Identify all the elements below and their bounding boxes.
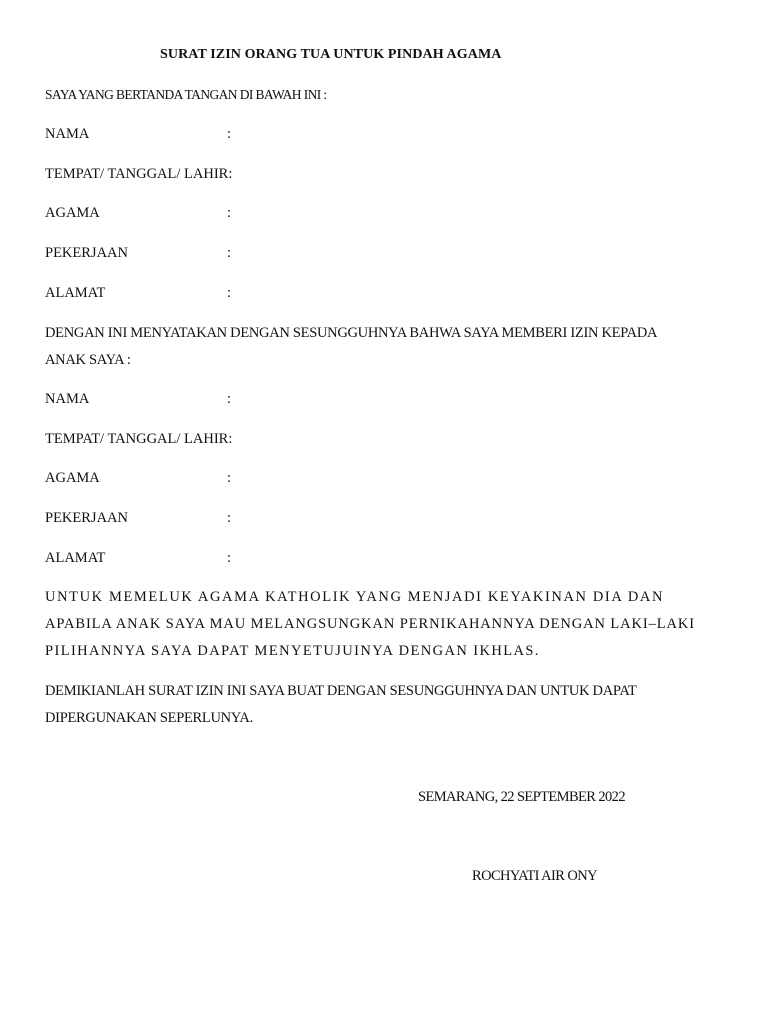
- field-colon: :: [227, 205, 232, 221]
- intro-text: SAYA YANG BERTANDA TANGAN DI BAWAH INI :: [45, 87, 327, 102]
- field-colon: :: [227, 126, 232, 142]
- field-label: AGAMA: [45, 205, 100, 221]
- field-label: TEMPAT/ TANGGAL/ LAHIR:: [45, 431, 233, 447]
- purpose-paragraph: [45, 584, 735, 665]
- field-label: TEMPAT/ TANGGAL/ LAHIR:: [45, 166, 233, 182]
- field-label: NAMA: [45, 126, 90, 142]
- purpose-line: UNTUK MEMELUK AGAMA KATHOLIK YANG MENJADI KEYAKINAN DIA DAN: [45, 589, 665, 605]
- field-colon: :: [227, 550, 232, 566]
- parent-religion-field: [45, 205, 285, 225]
- field-label: AGAMA: [45, 470, 100, 486]
- field-colon: :: [227, 470, 232, 486]
- field-label: PEKERJAAN: [45, 245, 128, 261]
- parent-birth-field: [45, 166, 285, 186]
- document-title: SURAT IZIN ORANG TUA UNTUK PINDAH AGAMA: [160, 47, 502, 62]
- closing-line: DIPERGUNAKAN SEPERLUNYA.: [45, 710, 253, 726]
- child-address-field: [45, 550, 285, 570]
- purpose-line: APABILA ANAK SAYA MAU MELANGSUNGKAN PERNIKAHANNYA DENGAN LAKI–LAKI: [45, 616, 696, 632]
- child-name-field: [45, 391, 285, 411]
- signer-name: ROCHYATI AIR ONY: [472, 868, 597, 884]
- purpose-line: PILIHANNYA SAYA DAPAT MENYETUJUINYA DENGAN IKHLAS.: [45, 643, 540, 659]
- field-colon: :: [227, 510, 232, 526]
- statement-paragraph: [45, 320, 735, 374]
- child-birth-field: [45, 431, 285, 451]
- field-label: ALAMAT: [45, 550, 106, 566]
- parent-name-field: [45, 126, 285, 146]
- place-date: SEMARANG, 22 SEPTEMBER 2022: [418, 789, 625, 805]
- field-label: PEKERJAAN: [45, 510, 128, 526]
- statement-line: DENGAN INI MENYATAKAN DENGAN SESUNGGUHNYA BAHWA SAYA MEMBERI IZIN KEPADA: [45, 325, 658, 341]
- closing-paragraph: [45, 678, 735, 732]
- child-occupation-field: [45, 510, 285, 530]
- closing-line: DEMIKIANLAH SURAT IZIN INI SAYA BUAT DENGAN SESUNGGUHNYA DAN UNTUK DAPAT: [45, 683, 637, 699]
- field-colon: :: [227, 391, 232, 407]
- field-colon: :: [227, 245, 232, 261]
- field-colon: :: [227, 285, 232, 301]
- statement-line: ANAK SAYA :: [45, 352, 131, 368]
- parent-address-field: [45, 285, 285, 305]
- parent-occupation-field: [45, 245, 285, 265]
- child-religion-field: [45, 470, 285, 490]
- field-label: ALAMAT: [45, 285, 106, 301]
- field-label: NAMA: [45, 391, 90, 407]
